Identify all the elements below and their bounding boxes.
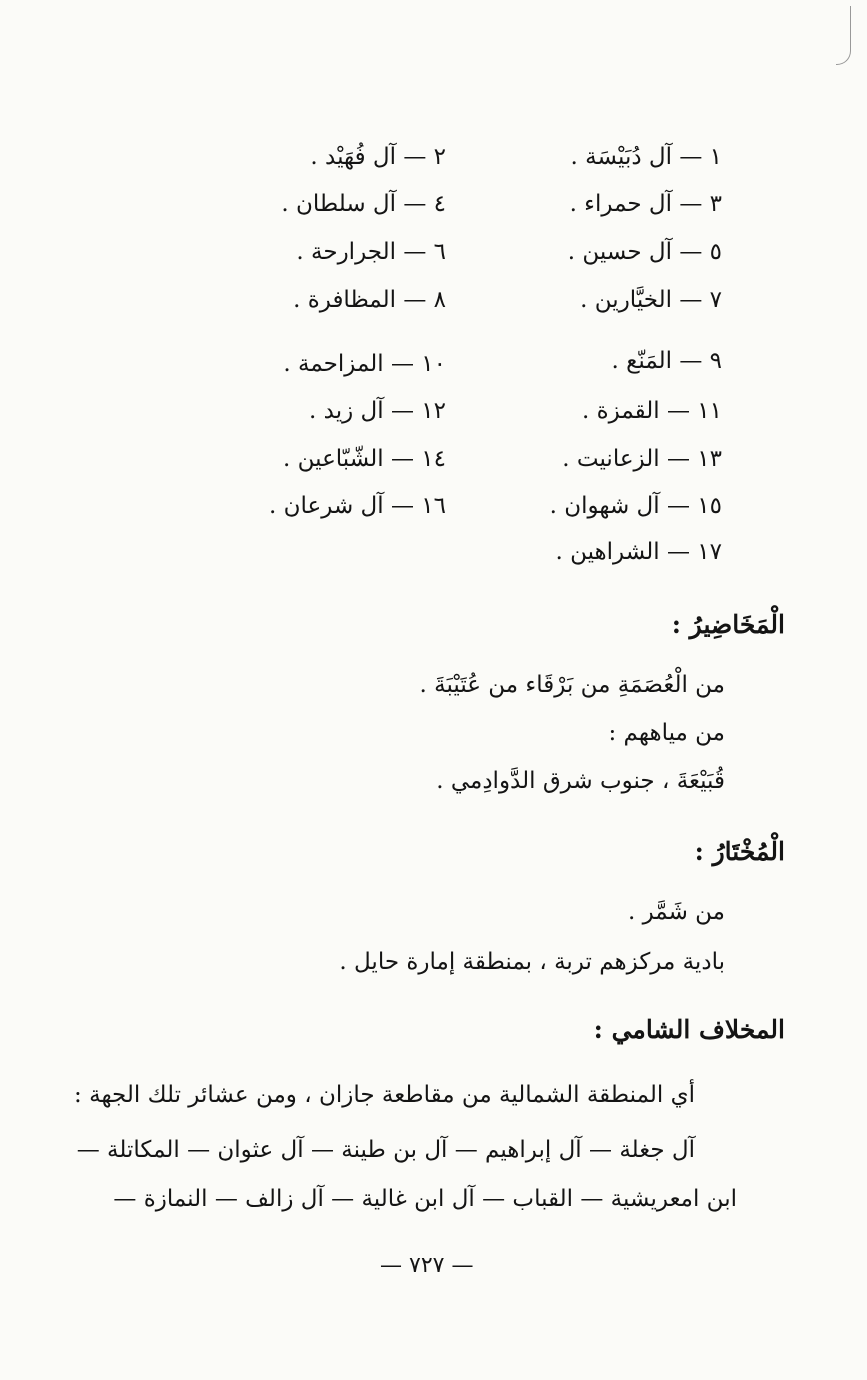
list-item: ٤ — آل سلطان . [281, 191, 446, 217]
paragraph-line: أي المنطقة الشمالية من مقاطعة جازان ، ومن عشائر تلك الجهة : [74, 1082, 695, 1108]
list-item: ٦ — الجرارحة . [296, 239, 446, 265]
paragraph-line: آل جغلة — آل إبراهيم — آل بن طينة — آل عثوان — المكاتلة — [76, 1137, 695, 1163]
paragraph-line: من مياههم : [608, 720, 725, 746]
list-item: ١٢ — آل زيد . [309, 398, 446, 424]
paragraph-line: من الْعُصَمَةِ من بَرْقَاء من عُتَيْبَةَ . [419, 672, 725, 698]
list-item: ٢ — آل فُهَيْد . [310, 144, 446, 170]
list-item: ١٣ — الزعانيت . [562, 446, 722, 472]
list-item: ٣ — آل حمراء . [569, 191, 722, 217]
list-item: ١١ — القمزة . [581, 398, 722, 424]
list-item: ١٦ — آل شرعان . [269, 493, 446, 519]
paragraph-line: ابن امعريشية — القباب — آل ابن غالية — آل زالف — النمازة — [113, 1186, 737, 1212]
list-item: ٧ — الخيَّارين . [580, 287, 722, 313]
page-number: — ٧٢٧ — [380, 1253, 474, 1278]
paragraph-line: قُبَيْعَةَ ، جنوب شرق الدَّوادِمي . [436, 768, 725, 794]
section-heading: الْمُخْتَارُ : [694, 837, 785, 866]
list-item: ١٠ — المزاحمة . [283, 351, 446, 377]
list-item: ٩ — المَنّع . [611, 348, 722, 374]
list-item: ٥ — آل حسين . [567, 239, 722, 265]
list-item: ٨ — المظافرة . [293, 287, 446, 313]
section-heading: المخلاف الشامي : [593, 1015, 785, 1044]
page-corner-mark [836, 6, 851, 65]
list-item: ١٤ — الشّبّاعين . [283, 446, 446, 472]
list-item: ١٥ — آل شهوان . [549, 493, 722, 519]
paragraph-line: من شَمَّر . [627, 899, 725, 925]
list-item: ١٧ — الشراهين . [555, 539, 722, 565]
paragraph-line: بادية مركزهم تربة ، بمنطقة إمارة حايل . [339, 949, 725, 975]
list-item: ١ — آل دُبَيْسَة . [570, 144, 722, 170]
section-heading: الْمَخَاضِيرُ : [671, 610, 785, 639]
